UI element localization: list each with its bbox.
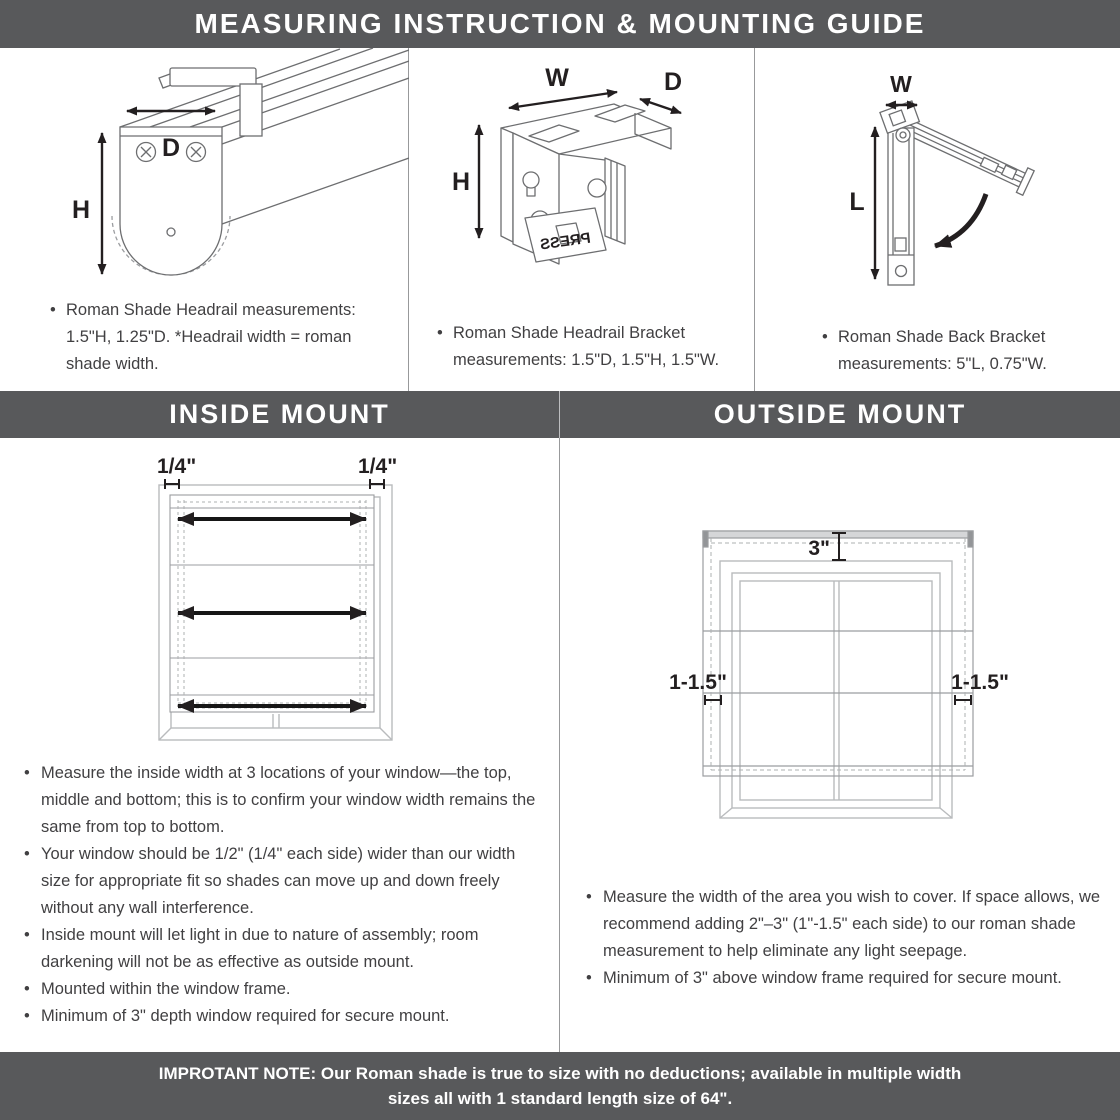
right-gap-label: 1/4" [358, 455, 398, 478]
list-item [24, 841, 548, 922]
panel-headrail-bracket [409, 48, 755, 391]
gap-brackets [705, 695, 971, 705]
outside-mount-diagram [560, 508, 1120, 848]
important-note-bar [0, 1052, 1120, 1120]
shade-outline [170, 495, 374, 712]
headrail-bracket-caption-text: Roman Shade Headrail Bracket measurements: 1.5"D, 1.5"H, 1.5"W. [453, 324, 720, 369]
depth-arrow-icon [640, 99, 681, 113]
bullet-glyph: • [822, 328, 828, 346]
bullet-glyph: • [586, 969, 592, 987]
mount-section-headers [0, 391, 1120, 438]
width-label: W [890, 71, 912, 97]
bullet-glyph: • [24, 980, 30, 998]
vertical-bracket-body [888, 128, 914, 285]
depth-label: D [663, 68, 683, 96]
bullet-text: Minimum of 3" above window frame required for secure mount. [603, 969, 1062, 987]
outside-mount-bullets [586, 884, 1104, 992]
list-item [24, 1003, 548, 1030]
window-frame [720, 561, 952, 818]
list-item [586, 965, 1104, 992]
top-gap-label: 3" [808, 537, 830, 560]
bullet-glyph: • [24, 926, 30, 944]
pivot [896, 128, 910, 142]
right-gap-label: 1-1.5" [951, 671, 1009, 694]
back-bracket-diagram [755, 48, 1120, 295]
important-note-text: IMPROTANT NOTE: Our Roman shade is true to size with no deductions; available in multiple width sizes all with 1 standard length size of 64". [158, 1064, 962, 1108]
left-gap-label: 1/4" [157, 455, 197, 478]
bullet-glyph: • [24, 1007, 30, 1025]
depth-label: D [161, 134, 181, 162]
swing-arm [898, 112, 1034, 195]
bullet-text: Measure the inside width at 3 locations of your window—the top, middle and bottom; this is to confirm your window width remains the same from top to bottom. [41, 764, 536, 836]
height-label: H [451, 168, 471, 196]
rotation-arrow-icon [935, 194, 986, 246]
headrail-caption-text: Roman Shade Headrail measurements: 1.5"H, 1.25"D. *Headrail width = roman shade width. [66, 301, 356, 373]
press-label: PRESS [539, 229, 592, 254]
bullet-glyph: • [50, 301, 56, 319]
length-label: L [849, 188, 865, 216]
list-item [24, 760, 548, 841]
hardware-panels [0, 48, 1120, 391]
bullet-text: Minimum of 3" depth window required for secure mount. [41, 1007, 450, 1025]
inside-mount-bullets [24, 760, 548, 1030]
height-label: H [71, 196, 91, 224]
headrail-diagram [0, 48, 409, 295]
bullet-glyph: • [24, 764, 30, 782]
width-label: W [545, 64, 569, 92]
mount-sections [0, 438, 1120, 1052]
page-title: MEASURING INSTRUCTION & MOUNTING GUIDE [0, 0, 1120, 48]
bullet-glyph: • [437, 324, 443, 342]
panel-headrail [0, 48, 409, 391]
bullet-glyph: • [24, 845, 30, 863]
headrail-bracket-caption [437, 320, 747, 374]
list-item [24, 922, 548, 976]
inside-mount-section [0, 438, 560, 1052]
bullet-text: Inside mount will let light in due to nature of assembly; room darkening will not be as effective as outside mount. [41, 926, 479, 971]
outside-mount-section [560, 438, 1120, 1052]
outside-mount-title: OUTSIDE MOUNT [560, 391, 1120, 438]
bullet-glyph: • [586, 888, 592, 906]
bullet-text: Your window should be 1/2" (1/4" each side) wider than our width size for appropriate fit so shades can move up and down freely without any wall interference. [41, 845, 516, 917]
bullet-text: Measure the width of the area you wish to cover. If space allows, we recommend adding 2"–3" (1"-1.5" each side) to our roman shade measurement to help eliminate any light seepage. [603, 888, 1101, 960]
back-bracket-caption-text: Roman Shade Back Bracket measurements: 5"L, 0.75"W. [838, 328, 1047, 373]
headrail-caption [50, 297, 376, 378]
inside-mount-title: INSIDE MOUNT [0, 391, 560, 438]
left-gap-label: 1-1.5" [669, 671, 727, 694]
back-bracket-line-art [880, 101, 1034, 285]
inside-mount-diagram [0, 440, 560, 762]
panel-back-bracket [755, 48, 1120, 391]
headrail-line-art [112, 48, 409, 275]
headrail-bracket-diagram [409, 48, 755, 295]
mounting-bracket [159, 68, 262, 136]
bullet-text: Mounted within the window frame. [41, 980, 291, 998]
list-item [24, 976, 548, 1003]
width-arrow-icon [509, 92, 617, 108]
list-item [586, 884, 1104, 965]
back-bracket-caption [822, 324, 1110, 378]
